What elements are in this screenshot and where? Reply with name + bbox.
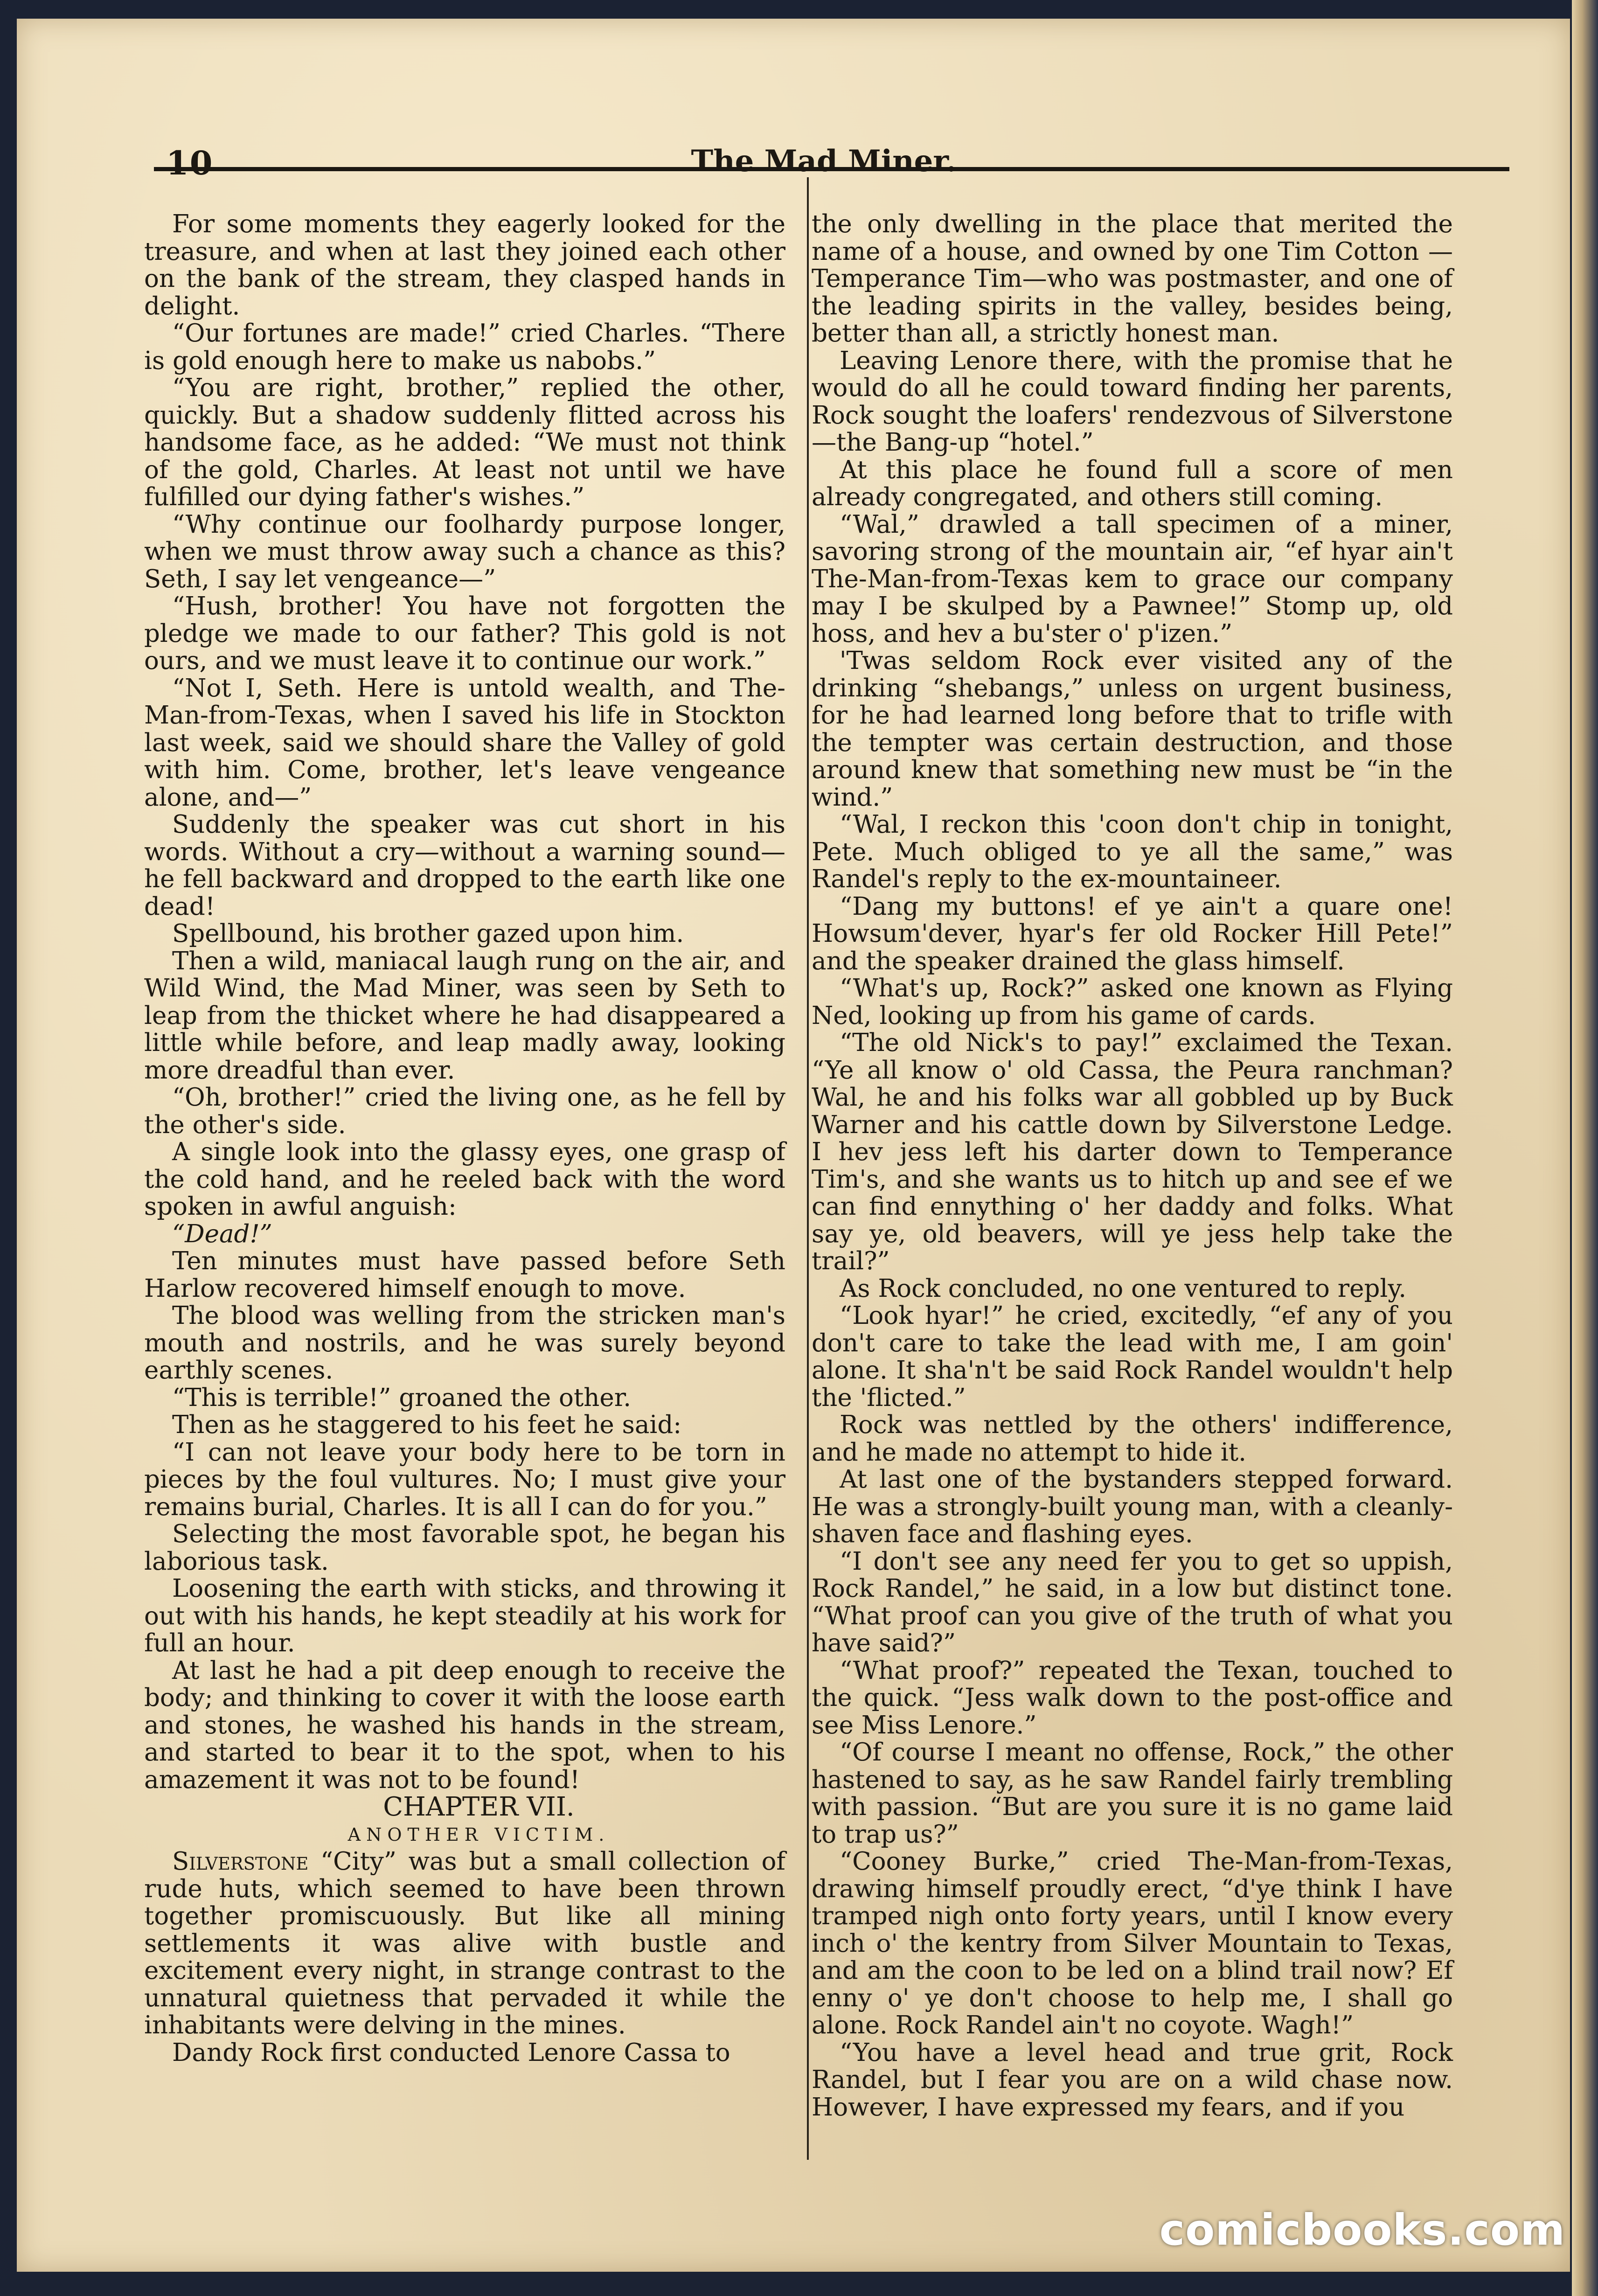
column-divider bbox=[807, 177, 809, 2160]
watermark: comicbooks.com bbox=[1159, 2205, 1565, 2255]
paragraph: “I can not leave your body here to be torn in pieces by the foul vultures. No; I must give your remains burial, Charles. It is all I can do for you.” bbox=[144, 1438, 785, 1521]
chapter-opening-paragraph bbox=[144, 1848, 785, 2039]
paragraph: Spellbound, his brother gazed upon him. bbox=[172, 919, 684, 948]
paragraph: “Cooney Burke,” cried The-Man-from-Texas, drawing himself proudly erect, “d'ye think I have tramped nigh onto forty years, until I know every inch o' the kentry from Silver Mountain to Texas, and am the coon to be led on a blind trail now? Ef enny o' ye don't choose to help me, I shall go alone. Rock Randel ain't no coyote. Wagh!” bbox=[812, 1847, 1453, 2039]
paragraph: Then a wild, maniacal laugh rung on the air, and Wild Wind, the Mad Miner, was seen by Seth to leap from the thicket where he had disappeared a little while before, and leap madly away, looking more dreadful than ever. bbox=[144, 946, 785, 1085]
paragraph: “Why continue our foolhardy purpose longer, when we must throw away such a chance as this? Seth, I say let vengeance—” bbox=[144, 510, 785, 593]
paragraph: “Our fortunes are made!” cried Charles. “There is gold enough here to make us nabobs.” bbox=[144, 319, 785, 375]
paragraph: At last one of the bystanders stepped forward. He was a strongly-built young man, with a cleanly-shaven face and flashing eyes. bbox=[812, 1465, 1453, 1548]
paragraph: “Hush, brother! You have not forgotten the pledge we made to our father? This gold is not ours, and we must leave it to continue our work.” bbox=[144, 592, 785, 675]
paragraph: “You are right, brother,” replied the other, quickly. But a shadow suddenly flitted across his handsome face, as he added: “We must not think of the gold, Charles. At least not until we have fulfilled our dying father's wishes.” bbox=[144, 374, 785, 511]
paragraph: “Oh, brother!” cried the living one, as he fell by the other's side. bbox=[144, 1083, 785, 1139]
running-title: The Mad Miner. bbox=[691, 144, 957, 179]
page-number: 10 bbox=[166, 144, 214, 182]
paragraph: At this place he found full a score of men already congregated, and others still coming. bbox=[812, 455, 1453, 511]
right-column bbox=[812, 211, 1453, 2121]
paragraph: The blood was welling from the stricken man's mouth and nostrils, and he was surely beyond earthly scenes. bbox=[144, 1301, 785, 1385]
paragraph: “What proof?” repeated the Texan, touched to the quick. “Jess walk down to the post-office and see Miss Lenore.” bbox=[812, 1656, 1453, 1739]
paragraph: As Rock concluded, no one ventured to reply. bbox=[840, 1274, 1407, 1303]
header-rule bbox=[154, 167, 1509, 171]
chapter-opening-text: “City” was but a small collection of rude huts, which seemed to have been thrown together promiscuously. But like all mining settlements it was alive with bustle and excitement every night, in strange contrast to the unnatural quietness that pervaded it while the inhabitants were delving in the mines. bbox=[144, 1847, 785, 2039]
paragraph: Suddenly the speaker was cut short in his words. Without a cry—without a warning sound—he fell backward and dropped to the earth like one dead! bbox=[144, 810, 785, 921]
paragraph: Dandy Rock first conducted Lenore Cassa to bbox=[172, 2038, 730, 2067]
paragraph: Selecting the most favorable spot, he began his laborious task. bbox=[144, 1520, 785, 1576]
paragraph: “This is terrible!” groaned the other. bbox=[172, 1383, 632, 1412]
chapter-subheading: ANOTHER VICTIM. bbox=[347, 1824, 610, 1845]
paragraph: “The old Nick's to pay!” exclaimed the Texan. “Ye all know o' old Cassa, the Peura ranchman? Wal, he and his folks war all gobbled up by Buck Warner and his cattle down by Silverstone Ledge. I hev jess left his darter down to Temperance Tim's, and she wants us to hitch up and see ef we can find ennything o' her daddy and folks. What say ye, old beavers, will ye jess help take the trail?” bbox=[812, 1029, 1453, 1275]
paragraph: “You have a level head and true grit, Rock Randel, but I fear you are on a wild chase now. However, I have expressed my fears, and if you bbox=[812, 2038, 1453, 2122]
paragraph: “I don't see any need fer you to get so uppish, Rock Randel,” he said, in a low but distinct tone. “What proof can you give of the truth of what you have said?” bbox=[812, 1547, 1453, 1657]
paragraph: the only dwelling in the place that merited the name of a house, and owned by one Tim Cotton —Temperance Tim—who was postmaster, and one of the leading spirits in the valley, besides being, better than all, a strictly honest man. bbox=[812, 210, 1453, 348]
paragraph: At last he had a pit deep enough to receive the body; and thinking to cover it with the loose earth and stones, he washed his hands in the stream, and started to bear it to the spot, when to his amazement it was not to be found! bbox=[144, 1656, 785, 1794]
left-column bbox=[144, 211, 785, 2066]
paragraph: For some moments they eagerly looked for the treasure, and when at last they joined each other on the bank of the stream, they clasped hands in delight. bbox=[144, 210, 785, 320]
paragraph: “Wal,” drawled a tall specimen of a miner, savoring strong of the mountain air, “ef hyar ain't The-Man-from-Texas kem to grace our company may I be skulped by a Pawnee!” Stomp up, old hoss, and hev a bu'ster o' p'izen.” bbox=[812, 510, 1453, 648]
paragraph: “Of course I meant no offense, Rock,” the other hastened to say, as he saw Randel fairly trembling with passion. “But are you sure it is no game laid to trap us?” bbox=[812, 1738, 1453, 1849]
paragraph: “Not I, Seth. Here is untold wealth, and The-Man-from-Texas, when I saved his life in Stockton last week, said we should share the Valley of gold with him. Come, brother, let's leave vengeance alone, and—” bbox=[144, 674, 785, 812]
paragraph: Leaving Lenore there, with the promise that he would do all he could toward finding her parents, Rock sought the loafers' rendezvous of Silverstone—the Bang-up “hotel.” bbox=[812, 346, 1453, 457]
paragraph: “Look hyar!” he cried, excitedly, “ef any of you don't care to take the lead with me, I am goin' alone. It sha'n't be said Rock Randel wouldn't help the 'flicted.” bbox=[812, 1301, 1453, 1412]
scan-background-edge bbox=[1572, 0, 1598, 2296]
paragraph: 'Twas seldom Rock ever visited any of the drinking “shebangs,” unless on urgent business, for he had learned long before that to trifle with the tempter was certain destruction, and those around knew that something new must be “in the wind.” bbox=[812, 647, 1453, 812]
paragraph: “Wal, I reckon this 'coon don't chip in tonight, Pete. Much obliged to ye all the same,” was Randel's reply to the ex-mountaineer. bbox=[812, 810, 1453, 893]
page-header bbox=[166, 144, 1481, 181]
paragraph: Rock was nettled by the others' indifference, and he made no attempt to hide it. bbox=[812, 1411, 1453, 1467]
paragraph: A single look into the glassy eyes, one grasp of the cold hand, and he reeled back with the word spoken in awful anguish: bbox=[144, 1138, 785, 1221]
chapter-heading: CHAPTER VII. bbox=[383, 1792, 575, 1822]
paragraph: Ten minutes must have passed before Seth Harlow recovered himself enough to move. bbox=[144, 1247, 785, 1303]
paragraph: “Dang my buttons! ef ye ain't a quare one! Howsum'dever, hyar's fer old Rocker Hill Pete!” and the speaker drained the glass himself. bbox=[812, 892, 1453, 975]
paragraph: Loosening the earth with sticks, and throwing it out with his hands, he kept steadily at his work for full an hour. bbox=[144, 1574, 785, 1657]
chapter-opening-word: Silverstone bbox=[172, 1847, 309, 1876]
paragraph: Then as he staggered to his feet he said: bbox=[172, 1411, 682, 1439]
paragraph: “Dead!” bbox=[172, 1219, 272, 1248]
paragraph: “What's up, Rock?” asked one known as Flying Ned, looking up from his game of cards. bbox=[812, 974, 1453, 1030]
